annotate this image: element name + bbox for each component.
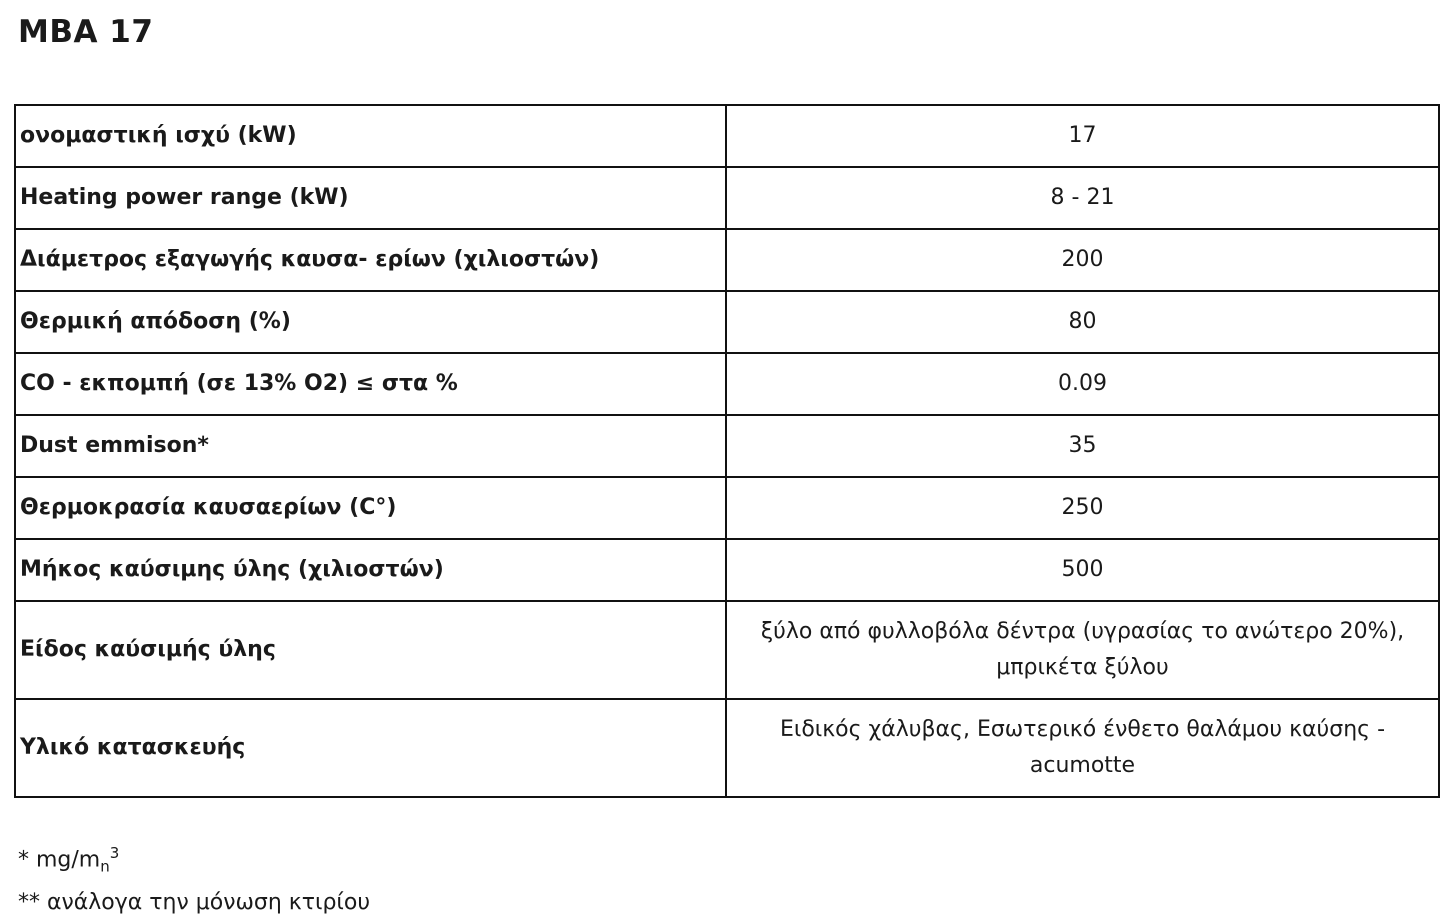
page-title: MBA 17 bbox=[18, 14, 154, 50]
row-value-line: Ειδικός χάλυβας, Εσωτερικό ένθετο θαλάμου καύσης - bbox=[779, 717, 1386, 742]
footnote-unit-superscript: 3 bbox=[109, 844, 120, 862]
table-row bbox=[15, 291, 1439, 353]
row-label: Είδος καύσιμής ύλης bbox=[15, 601, 726, 699]
table-row bbox=[15, 415, 1439, 477]
row-label: Θερμοκρασία καυσαερίων (C°) bbox=[15, 477, 726, 539]
row-value: 8 - 21 bbox=[726, 167, 1439, 229]
row-label: Μήκος καύσιμης ύλης (χιλιοστών) bbox=[15, 539, 726, 601]
row-label: Θερμική απόδοση (%) bbox=[15, 291, 726, 353]
table-row bbox=[15, 539, 1439, 601]
row-label: Υλικό κατασκευής bbox=[15, 699, 726, 797]
row-value: 250 bbox=[726, 477, 1439, 539]
row-value bbox=[726, 699, 1439, 797]
table-row bbox=[15, 229, 1439, 291]
table-row bbox=[15, 105, 1439, 167]
row-label: Διάμετρος εξαγωγής καυσα- ερίων (χιλιοστών) bbox=[15, 229, 726, 291]
table-row bbox=[15, 477, 1439, 539]
table-row bbox=[15, 601, 1439, 699]
row-value-line: acumotte bbox=[1029, 753, 1136, 778]
footnote-unit-text: * mg/m bbox=[18, 847, 101, 873]
row-value: 17 bbox=[726, 105, 1439, 167]
row-value: 200 bbox=[726, 229, 1439, 291]
table-row bbox=[15, 167, 1439, 229]
footnote-unit-subscript: n bbox=[100, 857, 110, 876]
footnote-unit bbox=[18, 836, 370, 885]
row-label: Heating power range (kW) bbox=[15, 167, 726, 229]
row-value: 80 bbox=[726, 291, 1439, 353]
row-value-line: μπρικέτα ξύλου bbox=[996, 655, 1169, 680]
row-value: 0.09 bbox=[726, 353, 1439, 415]
table-row bbox=[15, 699, 1439, 797]
footnotes bbox=[18, 836, 370, 918]
row-value-line: ξύλο από φυλλοβόλα δέντρα (υγρασίας το ανώτερο 20%), bbox=[760, 619, 1405, 644]
row-value: 35 bbox=[726, 415, 1439, 477]
row-label: ονομαστική ισχύ (kW) bbox=[15, 105, 726, 167]
table-row bbox=[15, 353, 1439, 415]
row-label: CO - εκπομπή (σε 13% O2) ≤ στα % bbox=[15, 353, 726, 415]
row-value bbox=[726, 601, 1439, 699]
row-value: 500 bbox=[726, 539, 1439, 601]
row-label: Dust emmison* bbox=[15, 415, 726, 477]
footnote-insulation: ** ανάλογα την μόνωση κτιρίου bbox=[18, 889, 371, 915]
spec-table bbox=[14, 104, 1440, 798]
